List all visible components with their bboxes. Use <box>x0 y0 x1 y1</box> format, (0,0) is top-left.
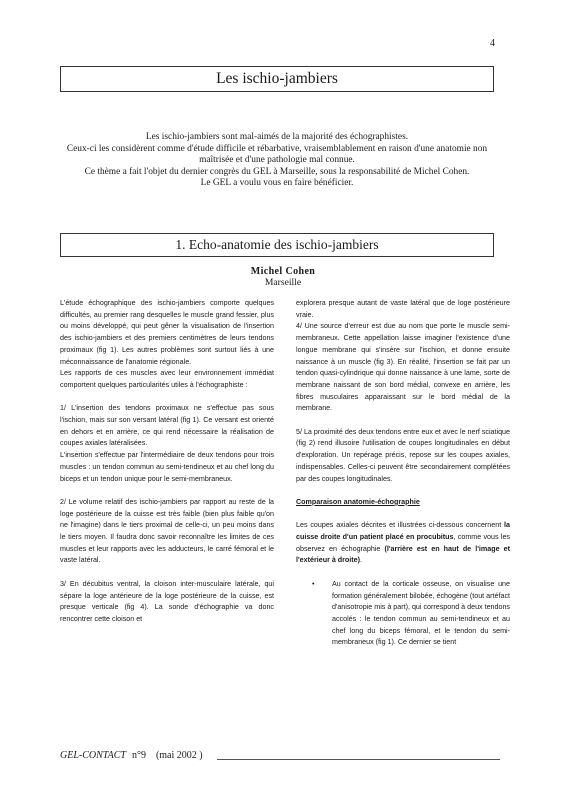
intro-line: Le GEL a voulu vous en faire bénéficier. <box>200 178 354 189</box>
text-run: . <box>360 556 362 565</box>
article-title: Les ischio-jambiers <box>216 70 338 87</box>
section-title: 1. Echo-anatomie des ischio-jambiers <box>175 237 379 252</box>
intro-line: Ceux-ci les considèrent comme d'étude difficile et rébarbative, vraisemblablement en raison d'une anatomie non <box>66 143 488 154</box>
page-number: 4 <box>490 38 495 49</box>
paragraph: Les rapports de ces muscles avec leur environnement immédiat comportent quelques particularités utiles à l'échographiste : <box>60 369 274 389</box>
bullet-item <box>296 579 510 649</box>
intro-block <box>60 132 494 190</box>
article-title-box <box>60 66 494 92</box>
paragraph: 2/ Le volume relatif des ischio-jambiers par rapport au reste de la loge postérieure de la cuisse est très faible (bien plus faible qu'on ne l'imagine) dans le tiers proximal de celle-ci, un peu moins dans le tiers moyen. Il faudra donc savoir reconnaître les limites de ces muscles et leur rapports avec les adducteurs, le carré fémoral et le vaste latéral. <box>60 497 274 565</box>
paragraph: L'étude échographique des ischio-jambiers comporte quelques difficultés, au premier rang desquelles le muscle grand fessier, plus ou moins développé, qui peut gêner la visualisation de l'insertion des ischio-jambiers et des premiers centimètres de leurs tendons proximaux (fig 1). Les autres problèmes sont surtout liés à une méconnaissance de l'anatomie régionale. <box>60 299 274 366</box>
paragraph: 3/ En décubitus ventral, la cloison inter-musculaire latérale, qui sépare la loge antérieure de la loge postérieure de la cuisse, est presque verticale (fig 4). La sonde d'échographie va donc rencontrer cette cloison et <box>60 579 274 623</box>
publication-name: GEL-CONTACT <box>60 749 126 761</box>
paragraph: 4/ Une source d'erreur est due au nom que porte le muscle semi-membraneux. Cette appellation laisse imaginer l'existence d'une longue membrane qui s'insère sur l'ischion, et donne ensuite naissance à un muscle (fig 3). En réalité, l'insertion se fait par un tendon quasi-cylindrique qui donne naissance à une lame, sorte de membrane naissant de son bord médial, convexe en arrière, les fibres musculaires apparaissant sur le bord médial de la membrane. <box>296 322 510 413</box>
paragraph: L'insertion s'effectue par l'intermédiaire de deux tendons pour trois muscles : un tendon commun au semi-tendineux et au chef long du biceps et un tendon unique pour le semi-membraneux. <box>60 451 274 483</box>
subsection-heading: Comparaison anatomie-échographie <box>296 497 420 506</box>
intro-line: Les ischio-jambiers sont mal-aimés de la majorité des échographistes. <box>145 132 409 142</box>
intro-line: maîtrisée et d'une pathologie mal connue. <box>199 155 355 166</box>
paragraph: explorera presque autant de vaste latéral que de loge postérieure vraie. <box>296 299 510 319</box>
text-run: Les coupes axiales décrites et illustrées ci-dessous concernent <box>296 521 505 530</box>
footer-rule <box>217 751 500 760</box>
intro-line: Ce thème a fait l'objet du dernier congrès du GEL à Marseille, sous la responsabilité de Michel Cohen. <box>84 166 470 177</box>
author-name: Michel Cohen <box>250 266 316 277</box>
paragraph: 5/ La proximité des deux tendons entre eux et avec le nerf sciatique (fig 2) rend illusoire l'utilisation de coupes longitudinales en début d'exploration. Un repérage précis, repose sur les coupes axiales, indispensables. Celles-ci peuvent être secondairement complétées par des coupes longitudinales. <box>296 427 510 483</box>
emphasis-text: (l'arrière est en haut de l'image et l'extérieur à droite) <box>296 544 510 565</box>
section-title-box <box>60 233 494 257</box>
footer <box>60 748 500 762</box>
left-column <box>60 298 274 748</box>
issue-number: n°9 <box>131 749 146 761</box>
right-column <box>296 298 510 748</box>
emphasis-text: la cuisse droite d'un patient placé en procubitus <box>296 521 510 542</box>
bullet-icon: • <box>312 579 315 588</box>
paragraph <box>296 520 510 567</box>
issue-date: (mai 2002 ) <box>155 749 203 761</box>
paragraph: 1/ L'insertion des tendons proximaux ne s'effectue pas sous l'ischion, mais sur son versant latéral (fig 1). Ce versant est orienté en dehors et en arrière, ce qui rend nécessaire la réalisation de coupes axiales latéralisées. <box>60 404 274 448</box>
text-run: , comme vous les observez en échographie <box>296 533 510 553</box>
author-affiliation: Marseille <box>264 277 302 288</box>
bullet-text: Au contact de la corticale osseuse, on visualise une formation généralement bilobée, échogène (tout artéfact d'anisotropie mis à part), qui correspond à deux tendons accolés : le tendon commun au semi-tendineux et au chef long du biceps fémoral, et le tendon du semi-membraneux (fig 1). Ce dernier se tient <box>332 579 510 647</box>
